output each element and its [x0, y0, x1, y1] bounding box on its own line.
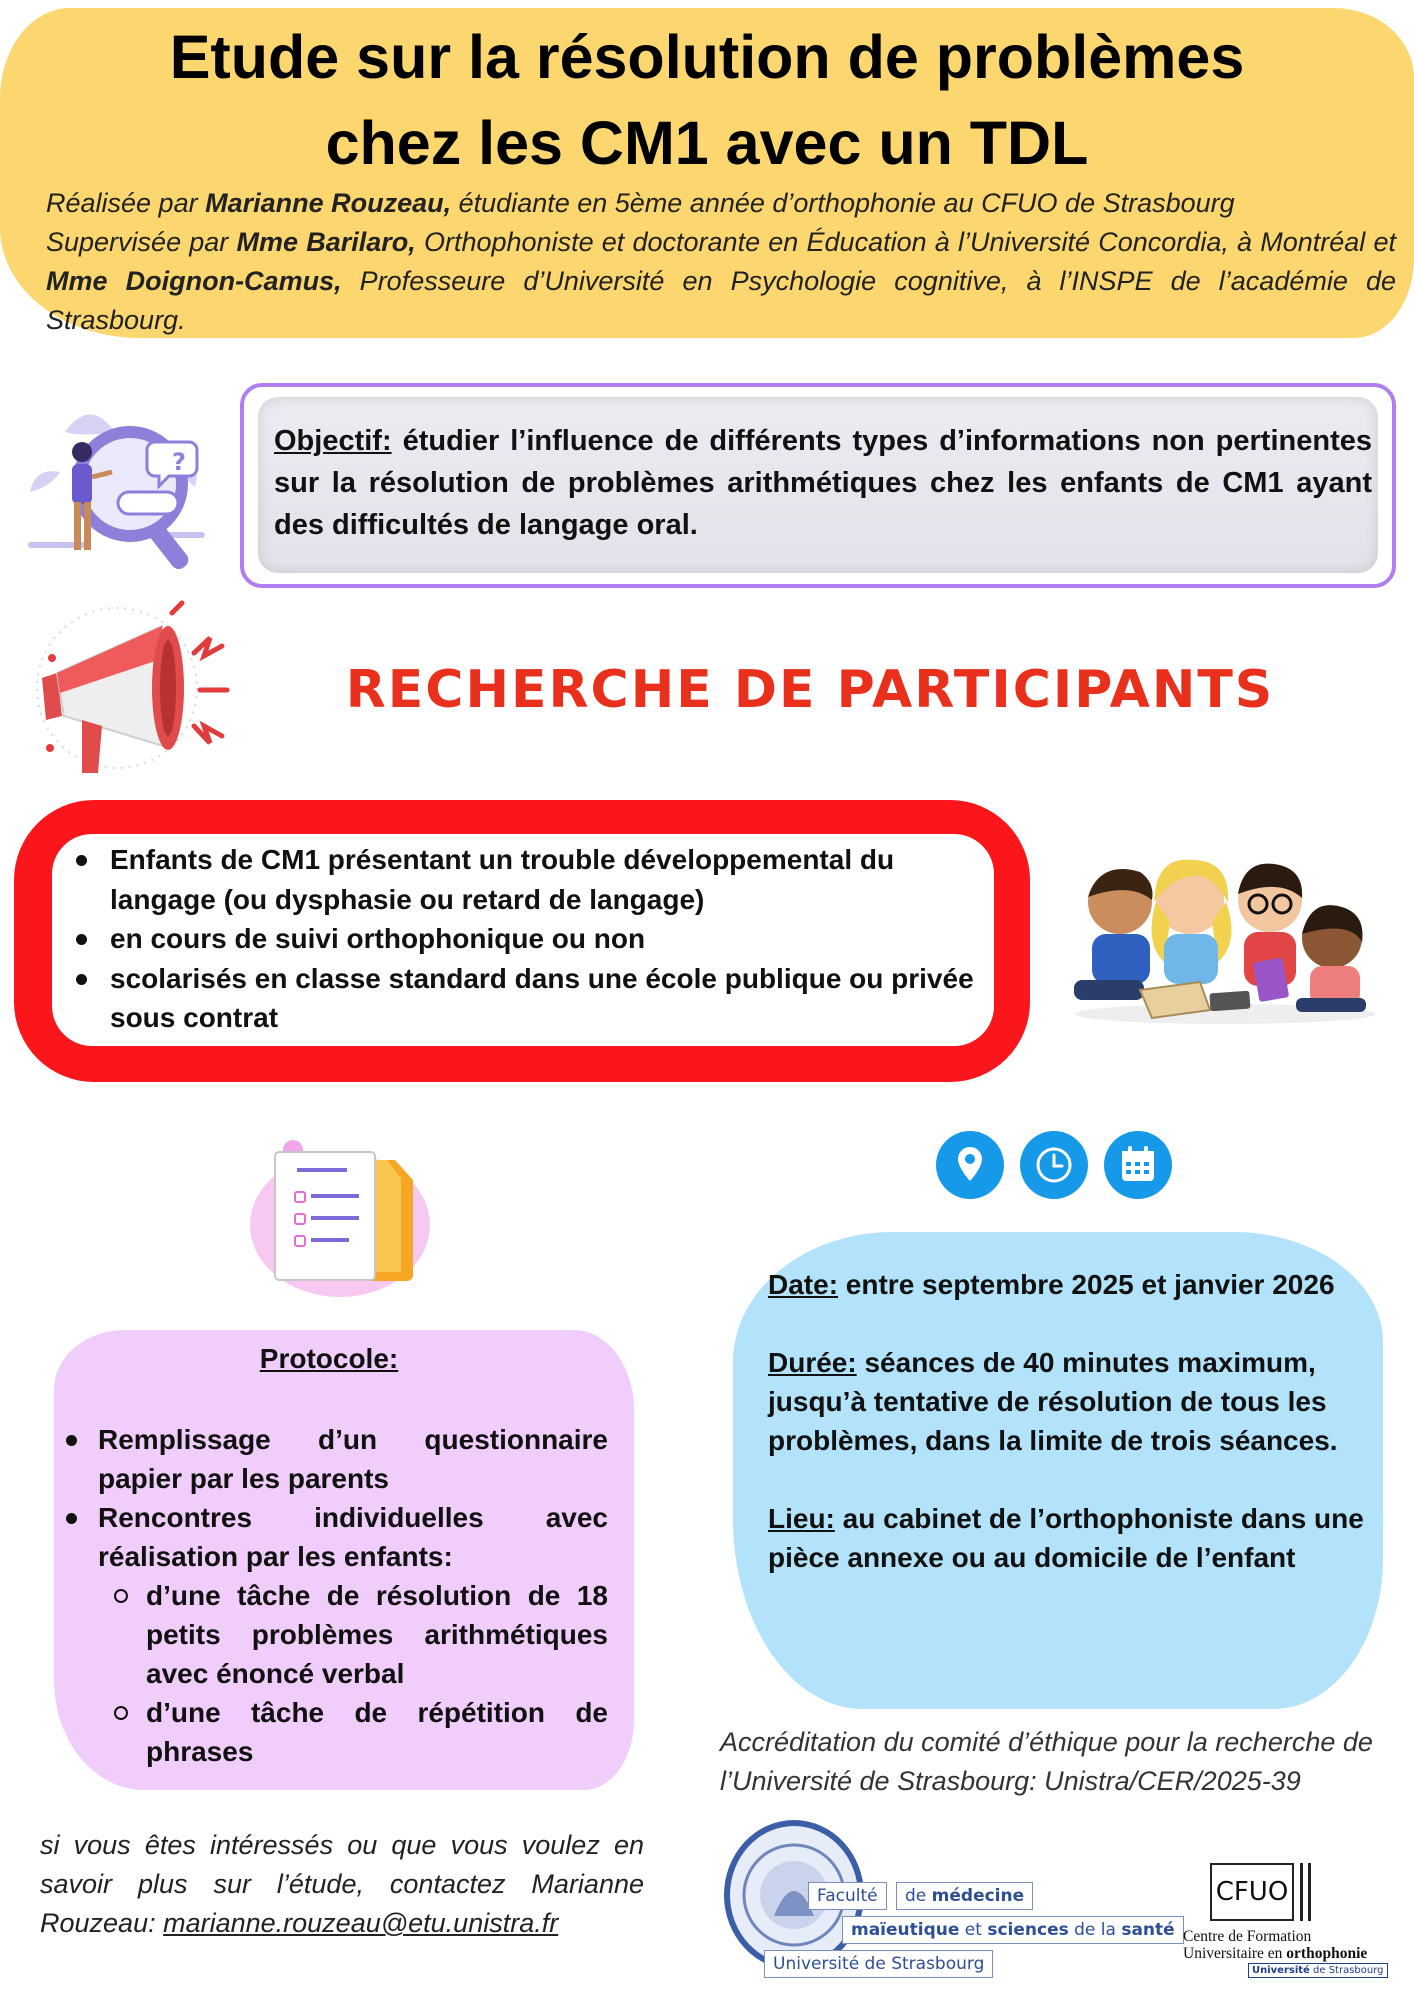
university-name: Université de Strasbourg [773, 1954, 985, 1974]
cfuo-caption-text: Universitaire en [1183, 1945, 1287, 1962]
location-pin-icon [936, 1131, 1004, 1199]
credits-text: Réalisée par [46, 188, 206, 218]
supervisor-name: Mme Barilaro, [236, 227, 416, 257]
author-name: Marianne Rouzeau, [205, 188, 452, 218]
place-value: au cabinet de l’orthophoniste dans une pièce annexe ou au domicile de l’enfant [768, 1503, 1364, 1573]
faculty-text: sciences [987, 1920, 1069, 1940]
title-line-1: Etude sur la résolution de problèmes [169, 23, 1245, 91]
duration-label: Durée: [768, 1347, 857, 1378]
duration-value: séances de 40 minutes maximum, jusqu’à tentative de résolution de tous les problèmes, dans la limite de trois séances. [768, 1347, 1338, 1456]
faculty-text: de la [1068, 1920, 1122, 1940]
megaphone-icon [22, 598, 232, 773]
children-illustration [1060, 842, 1390, 1032]
faculty-label [764, 1950, 993, 1978]
list-item [62, 1498, 608, 1771]
documents-icon [245, 1130, 435, 1305]
faculty-text: maïeutique [851, 1920, 960, 1940]
supervisor-name: Mme Doignon-Camus, [46, 266, 342, 296]
accreditation-text: Accréditation du comité d’éthique pour la recherche de l’Université de Strasbourg: Unistra/CER/2025-39 [720, 1727, 1373, 1796]
cfuo-logo: CFUO [1210, 1863, 1294, 1921]
date-label: Date: [768, 1269, 839, 1300]
contact-email-link[interactable]: marianne.rouzeau@etu.unistra.fr [163, 1908, 559, 1938]
duration-info [768, 1343, 1378, 1460]
cfuo-university-tag [1248, 1963, 1388, 1978]
list-item: Remplissage d’un questionnaire papier par les parents [62, 1420, 608, 1498]
cfuo-caption [1183, 1928, 1403, 1962]
cfuo-university-text: Université [1252, 1965, 1310, 1976]
logo-divider [1300, 1863, 1303, 1921]
date-value: entre septembre 2025 et janvier 2026 [838, 1269, 1335, 1300]
contact-text [40, 1826, 644, 1943]
cfuo-caption-text: orthophonie [1286, 1945, 1368, 1962]
objective-text [274, 420, 1372, 546]
cfuo-university-text: de Strasbourg [1309, 1965, 1384, 1976]
faculty-text: santé [1121, 1920, 1175, 1940]
svg-text:?: ? [172, 448, 186, 476]
list-subitem: d’une tâche de répétition de phrases [110, 1693, 608, 1771]
magnifier-question-icon [20, 392, 210, 572]
protocol-list [62, 1420, 608, 1771]
faculty-name: Faculté [817, 1886, 878, 1906]
faculty-label [842, 1916, 1184, 1944]
cfuo-caption-text: Centre de Formation [1183, 1928, 1312, 1945]
study-credits [46, 184, 1396, 340]
faculty-label [808, 1882, 887, 1910]
list-item: scolarisés en classe standard dans une école publique ou privée sous contrat [70, 959, 990, 1038]
list-item: en cours de suivi orthophonique ou non [70, 919, 990, 959]
place-info [768, 1499, 1378, 1577]
title-line-2: chez les CM1 avec un TDL [325, 109, 1089, 177]
faculty-text: médecine [931, 1886, 1025, 1906]
credits-text: Orthophoniste et doctorante en Éducation à l’Université Concordia, à Montréal et [415, 227, 1397, 257]
clock-icon [1020, 1131, 1088, 1199]
objective-label: Objectif: [274, 425, 392, 457]
calendar-icon [1104, 1131, 1172, 1199]
logo-divider [1308, 1863, 1311, 1921]
place-label: Lieu: [768, 1503, 835, 1534]
recruitment-heading: RECHERCHE DE PARTICIPANTS [345, 660, 1275, 720]
objective-description: étudier l’influence de différents types d’informations non pertinentes sur la résolution de problèmes arithmétiques chez les enfants de CM1 ayant des difficultés de langage oral. [274, 425, 1372, 541]
details-text [768, 1265, 1378, 1616]
list-item-text: Rencontres individuelles avec réalisation par les enfants: [98, 1502, 608, 1572]
page-title [0, 14, 1414, 186]
list-subitem: d’une tâche de résolution de 18 petits problèmes arithmétiques avec énoncé verbal [110, 1576, 608, 1693]
faculty-text: et [959, 1920, 988, 1940]
list-item: Enfants de CM1 présentant un trouble développemental du langage (ou dysphasie ou retard de langage) [70, 840, 990, 919]
credits-text: étudiante en 5ème année d’orthophonie au CFUO de Strasbourg [451, 188, 1235, 218]
contact-message: si vous êtes intéressés ou que vous voulez en savoir plus sur l’étude, contactez Marianne Rouzeau: [40, 1830, 644, 1938]
protocol-title: Protocole: [259, 1343, 399, 1374]
date-info [768, 1265, 1378, 1304]
criteria-list [70, 840, 990, 1038]
faculty-label [896, 1882, 1033, 1910]
credits-text: Supervisée par [46, 227, 237, 257]
credits-text: Professeure d’Université en Psychologie cognitive, à l’INSPE de l’académie de Strasbourg. [46, 266, 1396, 335]
faculty-text: de [905, 1886, 932, 1906]
